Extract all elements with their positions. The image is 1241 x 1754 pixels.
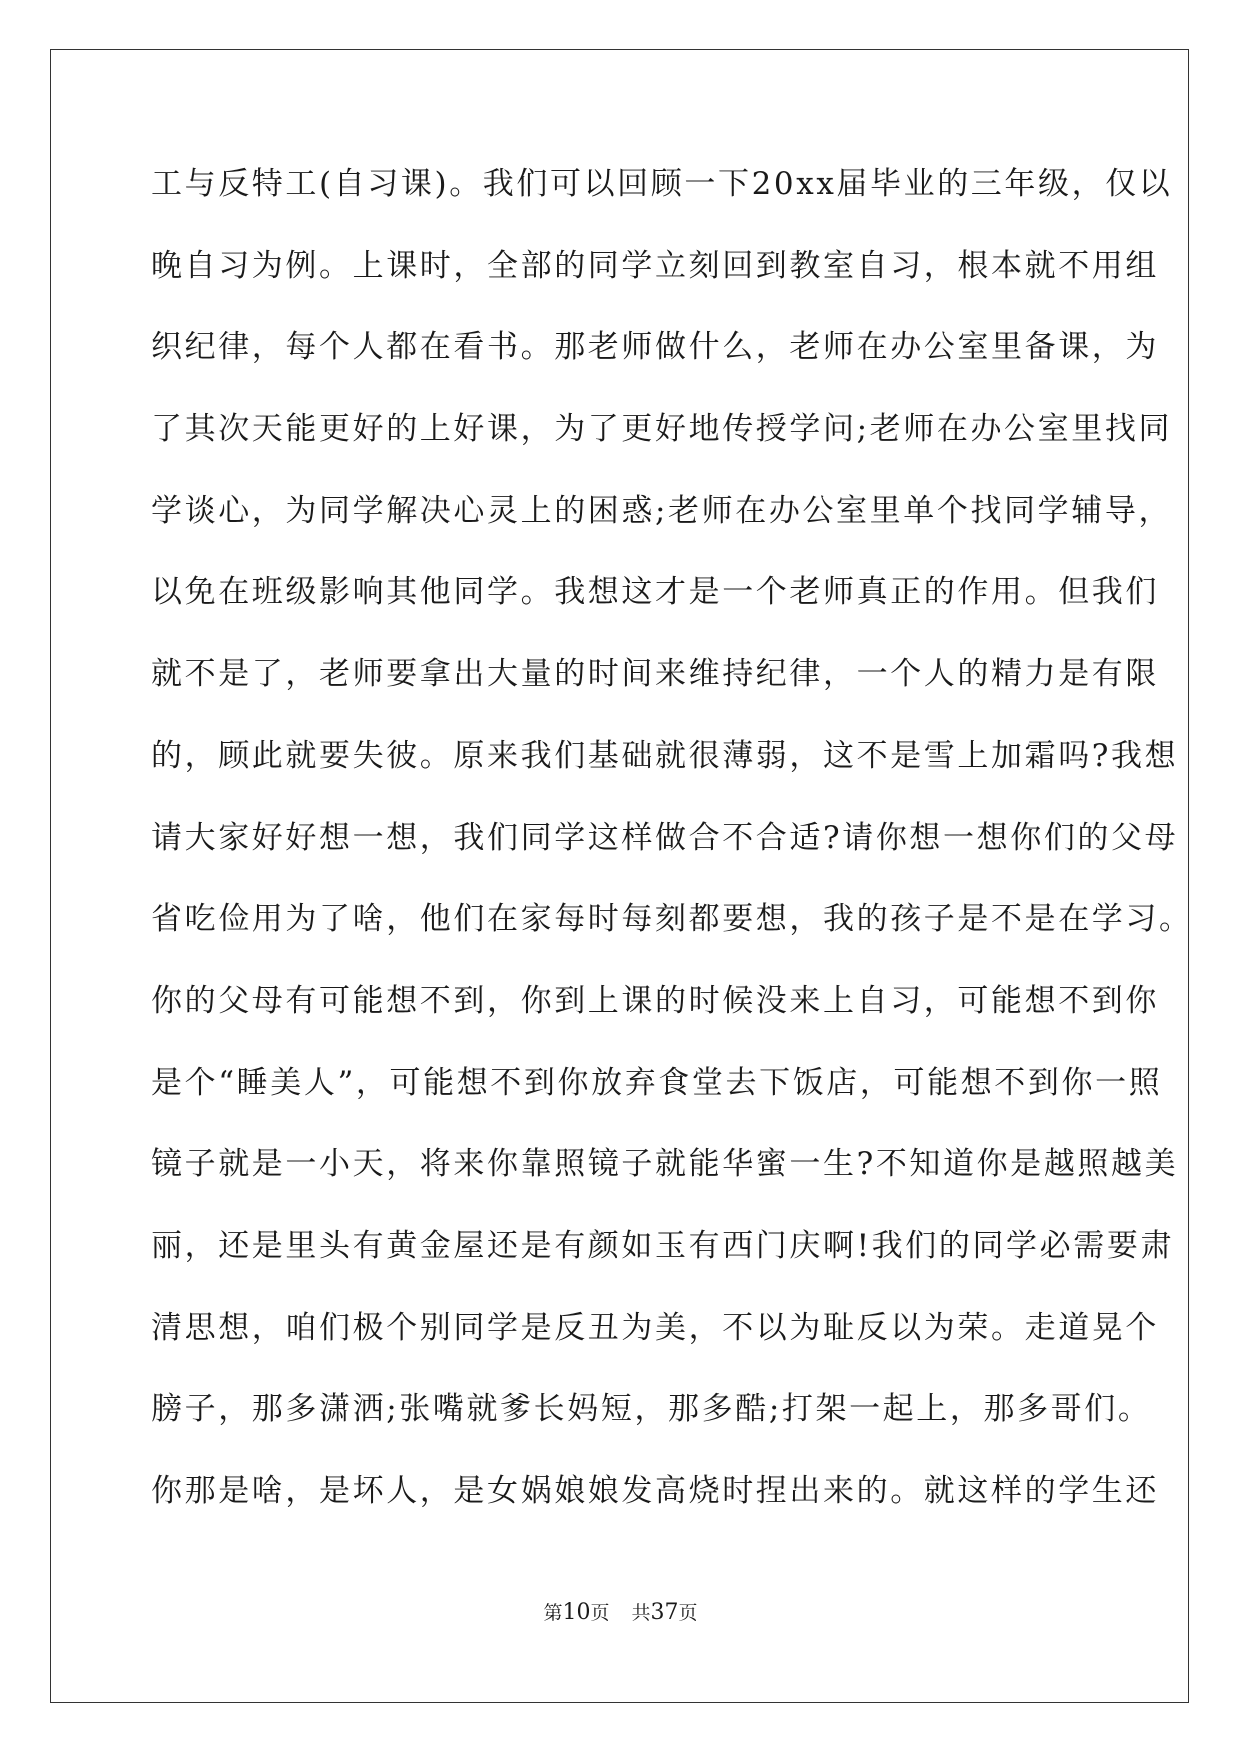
- total-suffix: 页: [678, 1602, 698, 1624]
- page-number: 10: [562, 1600, 591, 1625]
- text-line-7: 就不是了，老师要拿出大量的时间来维持纪律，一个人的精力是有限: [151, 656, 1159, 693]
- total-pages: 37: [650, 1600, 679, 1625]
- text-line-12: 是个“睡美人”，可能想不到你放弃食堂去下饭店，可能想不到你一照: [151, 1064, 1163, 1101]
- text-line-3: 织纪律，每个人都在看书。那老师做什么，老师在办公室里备课，为: [151, 329, 1159, 366]
- text-line-1: 工与反特工(自习课)。我们可以回顾一下20xx届毕业的三年级，仅以: [151, 166, 1173, 202]
- text-line-16: 膀子，那多潇洒;张嘴就爹长妈短，那多酷;打架一起上，那多哥们。: [151, 1391, 1152, 1428]
- text-line-15: 清思想，咱们极个别同学是反丑为美，不以为耻反以为荣。走道晃个: [151, 1309, 1159, 1346]
- text-line-9: 请大家好好想一想，我们同学这样做合不合适?请你想一想你们的父母: [151, 819, 1179, 856]
- text-line-8: 的，顾此就要失彼。原来我们基础就很薄弱，这不是雪上加霜吗?我想: [151, 737, 1179, 774]
- text-line-6: 以免在班级影响其他同学。我想这才是一个老师真正的作用。但我们: [151, 574, 1159, 611]
- text-line-17: 你那是啥，是坏人，是女娲娘娘发高烧时捏出来的。就这样的学生还: [151, 1473, 1159, 1509]
- text-line-13: 镜子就是一小天，将来你靠照镜子就能华蜜一生?不知道你是越照越美: [151, 1146, 1179, 1183]
- total-prefix: 共: [631, 1602, 651, 1624]
- text-line-11: 你的父母有可能想不到，你到上课的时候没来上自习，可能想不到你: [151, 982, 1159, 1019]
- body-text: [151, 162, 1193, 1551]
- text-line-5: 学谈心，为同学解决心灵上的困惑;老师在办公室里单个找同学辅导，: [151, 492, 1173, 529]
- page-suffix: 页: [590, 1602, 610, 1624]
- page-footer: [0, 1598, 1241, 1625]
- text-line-10: 省吃俭用为了啥，他们在家每时每刻都要想，我的孩子是不是在学习。: [151, 901, 1193, 938]
- text-line-14: 丽，还是里头有黄金屋还是有颜如玉有西门庆啊!我们的同学必需要肃: [151, 1227, 1175, 1264]
- page-prefix: 第: [543, 1602, 563, 1624]
- text-line-2: 晚自习为例。上课时，全部的同学立刻回到教室自习，根本就不用组: [151, 247, 1159, 284]
- text-line-4: 了其次天能更好的上好课，为了更好地传授学问;老师在办公室里找同: [151, 411, 1173, 448]
